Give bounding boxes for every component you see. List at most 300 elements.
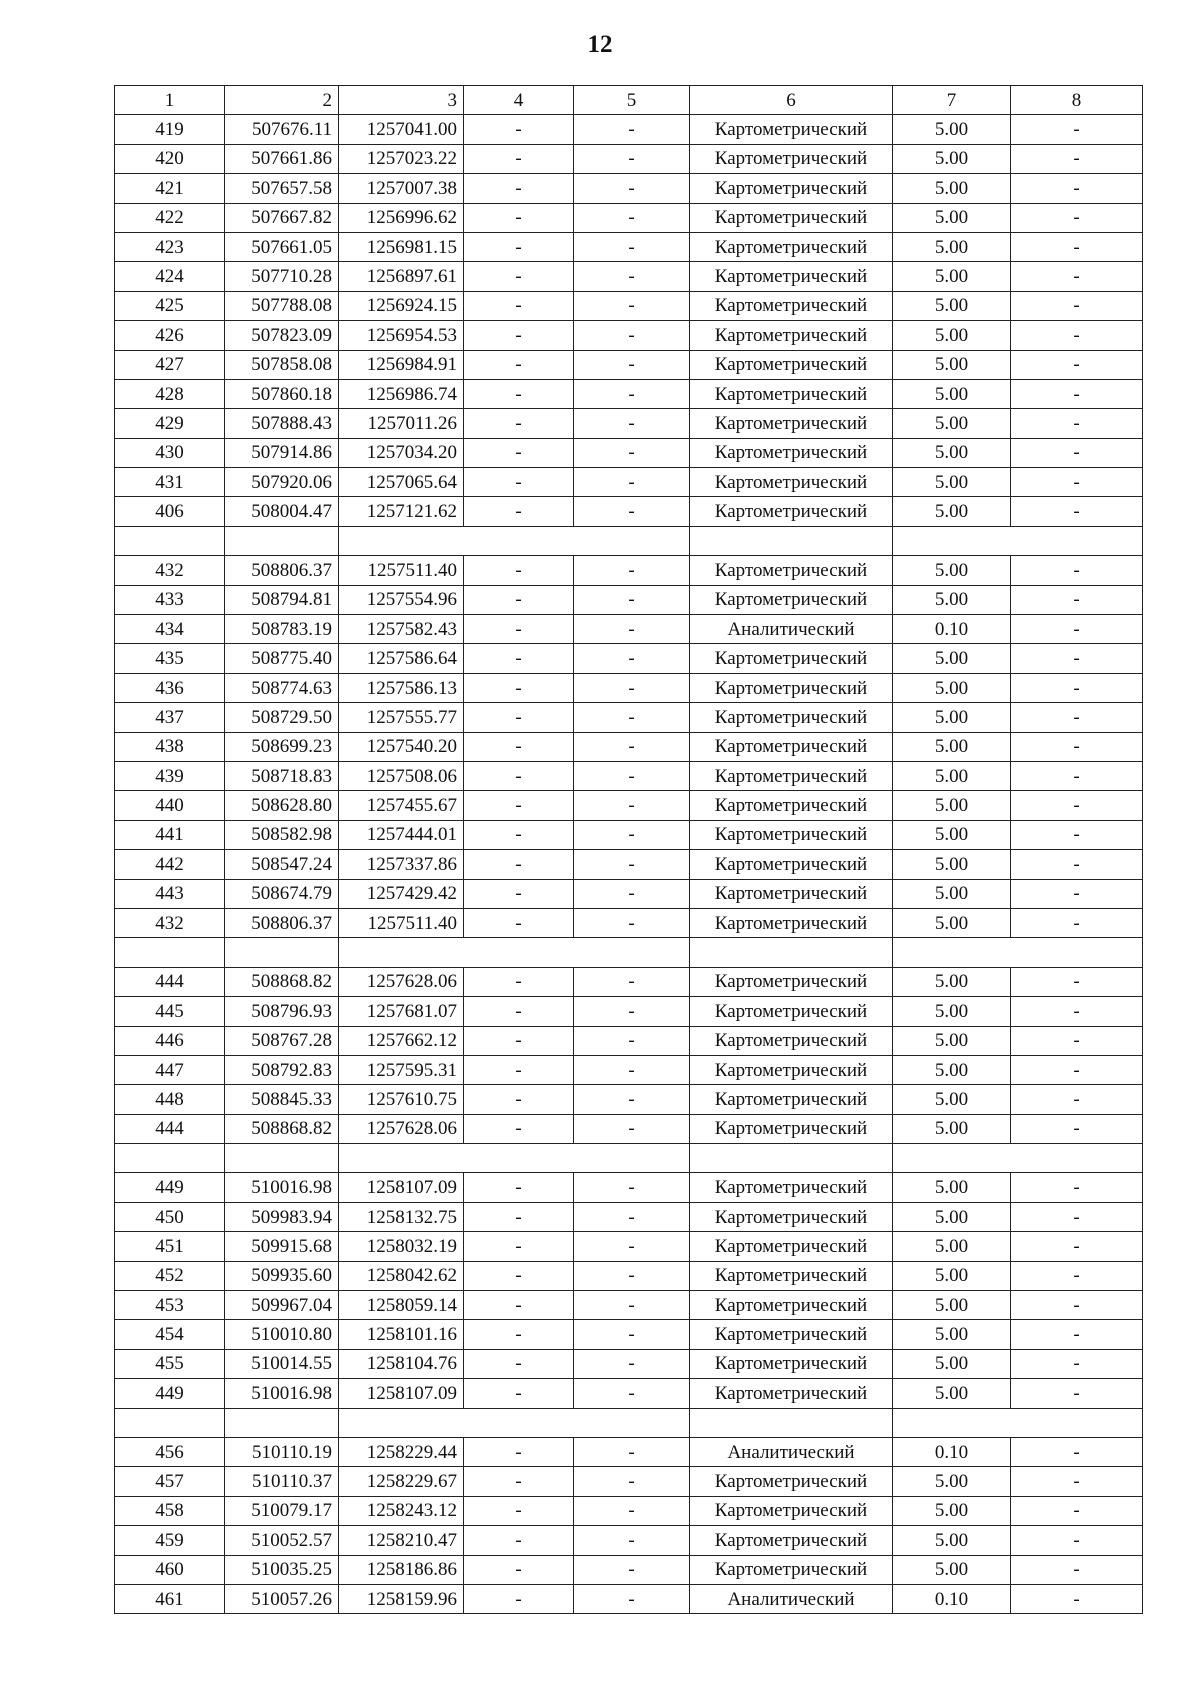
col8-cell: - bbox=[1011, 644, 1143, 673]
x-coordinate-cell: 508783.19 bbox=[225, 615, 339, 644]
table-row bbox=[115, 1232, 1143, 1261]
accuracy-cell: 5.00 bbox=[893, 850, 1011, 879]
x-coordinate-cell: 508628.80 bbox=[225, 791, 339, 820]
x-coordinate-cell: 509983.94 bbox=[225, 1202, 339, 1231]
x-coordinate-cell: 508868.82 bbox=[225, 967, 339, 996]
table-body bbox=[115, 115, 1143, 1614]
col5-cell: - bbox=[574, 409, 690, 438]
x-coordinate-cell: 508774.63 bbox=[225, 673, 339, 702]
accuracy-cell: 5.00 bbox=[893, 1467, 1011, 1496]
col8-cell bbox=[1011, 938, 1143, 967]
y-coordinate-cell: 1257610.75 bbox=[339, 1085, 464, 1114]
point-number-cell: 443 bbox=[115, 879, 225, 908]
point-number-cell: 449 bbox=[115, 1379, 225, 1408]
x-coordinate-cell: 508775.40 bbox=[225, 644, 339, 673]
col4-cell: - bbox=[464, 1202, 574, 1231]
accuracy-cell: 5.00 bbox=[893, 1496, 1011, 1525]
header-cell-7: 7 bbox=[893, 86, 1011, 115]
col8-cell: - bbox=[1011, 438, 1143, 467]
col4-cell: - bbox=[464, 1467, 574, 1496]
accuracy-cell: 5.00 bbox=[893, 497, 1011, 526]
col5-cell: - bbox=[574, 291, 690, 320]
col8-cell: - bbox=[1011, 1467, 1143, 1496]
point-number-cell: 449 bbox=[115, 1173, 225, 1202]
col8-cell: - bbox=[1011, 908, 1143, 937]
col5-cell: - bbox=[574, 703, 690, 732]
table-row bbox=[115, 703, 1143, 732]
accuracy-cell: 5.00 bbox=[893, 1055, 1011, 1084]
x-coordinate-cell: 508729.50 bbox=[225, 703, 339, 732]
y-coordinate-cell: 1256996.62 bbox=[339, 203, 464, 232]
accuracy-cell: 5.00 bbox=[893, 732, 1011, 761]
col8-cell: - bbox=[1011, 1555, 1143, 1584]
method-cell: Картометрический bbox=[690, 438, 893, 467]
point-number-cell: 433 bbox=[115, 585, 225, 614]
col5-cell: - bbox=[574, 1526, 690, 1555]
col4-cell bbox=[464, 1144, 574, 1173]
table-row bbox=[115, 1026, 1143, 1055]
col4-cell: - bbox=[464, 468, 574, 497]
col4-cell: - bbox=[464, 1555, 574, 1584]
col4-cell: - bbox=[464, 879, 574, 908]
y-coordinate-cell: 1258107.09 bbox=[339, 1379, 464, 1408]
accuracy-cell: 5.00 bbox=[893, 1114, 1011, 1143]
col8-cell: - bbox=[1011, 1173, 1143, 1202]
col8-cell: - bbox=[1011, 791, 1143, 820]
accuracy-cell: 0.10 bbox=[893, 1437, 1011, 1466]
col4-cell: - bbox=[464, 174, 574, 203]
col4-cell: - bbox=[464, 585, 574, 614]
col5-cell: - bbox=[574, 879, 690, 908]
table-header bbox=[115, 86, 1143, 115]
col8-cell: - bbox=[1011, 1349, 1143, 1378]
table-row bbox=[115, 1291, 1143, 1320]
accuracy-cell: 5.00 bbox=[893, 468, 1011, 497]
y-coordinate-cell bbox=[339, 1144, 464, 1173]
col4-cell: - bbox=[464, 1320, 574, 1349]
col4-cell: - bbox=[464, 761, 574, 790]
table-row bbox=[115, 732, 1143, 761]
method-cell: Картометрический bbox=[690, 1261, 893, 1290]
point-number-cell: 430 bbox=[115, 438, 225, 467]
col5-cell bbox=[574, 1144, 690, 1173]
col4-cell: - bbox=[464, 615, 574, 644]
col4-cell: - bbox=[464, 703, 574, 732]
table-row bbox=[115, 1320, 1143, 1349]
y-coordinate-cell: 1257444.01 bbox=[339, 820, 464, 849]
x-coordinate-cell bbox=[225, 1144, 339, 1173]
x-coordinate-cell: 510035.25 bbox=[225, 1555, 339, 1584]
method-cell: Аналитический bbox=[690, 615, 893, 644]
col5-cell: - bbox=[574, 1173, 690, 1202]
col4-cell: - bbox=[464, 556, 574, 585]
method-cell: Картометрический bbox=[690, 174, 893, 203]
col8-cell: - bbox=[1011, 967, 1143, 996]
col4-cell: - bbox=[464, 409, 574, 438]
point-number-cell: 421 bbox=[115, 174, 225, 203]
accuracy-cell: 5.00 bbox=[893, 409, 1011, 438]
col4-cell: - bbox=[464, 1261, 574, 1290]
col5-cell: - bbox=[574, 468, 690, 497]
table-row bbox=[115, 1584, 1143, 1613]
header-cell-5: 5 bbox=[574, 86, 690, 115]
x-coordinate-cell bbox=[225, 938, 339, 967]
x-coordinate-cell: 507667.82 bbox=[225, 203, 339, 232]
method-cell: Картометрический bbox=[690, 997, 893, 1026]
header-cell-3: 3 bbox=[339, 86, 464, 115]
col4-cell: - bbox=[464, 291, 574, 320]
accuracy-cell bbox=[893, 938, 1011, 967]
col8-cell: - bbox=[1011, 497, 1143, 526]
col4-cell: - bbox=[464, 379, 574, 408]
col8-cell: - bbox=[1011, 761, 1143, 790]
point-number-cell: 442 bbox=[115, 850, 225, 879]
method-cell: Картометрический bbox=[690, 350, 893, 379]
x-coordinate-cell: 507710.28 bbox=[225, 262, 339, 291]
point-number-cell: 438 bbox=[115, 732, 225, 761]
x-coordinate-cell: 510110.19 bbox=[225, 1437, 339, 1466]
x-coordinate-cell: 508868.82 bbox=[225, 1114, 339, 1143]
col8-cell: - bbox=[1011, 232, 1143, 261]
accuracy-cell: 5.00 bbox=[893, 820, 1011, 849]
col4-cell: - bbox=[464, 1379, 574, 1408]
col5-cell: - bbox=[574, 1320, 690, 1349]
col8-cell: - bbox=[1011, 350, 1143, 379]
x-coordinate-cell: 508674.79 bbox=[225, 879, 339, 908]
table-row bbox=[115, 468, 1143, 497]
table-row bbox=[115, 1526, 1143, 1555]
y-coordinate-cell: 1257662.12 bbox=[339, 1026, 464, 1055]
col8-cell: - bbox=[1011, 291, 1143, 320]
y-coordinate-cell: 1258229.67 bbox=[339, 1467, 464, 1496]
col4-cell: - bbox=[464, 791, 574, 820]
y-coordinate-cell: 1256897.61 bbox=[339, 262, 464, 291]
y-coordinate-cell bbox=[339, 938, 464, 967]
x-coordinate-cell: 509915.68 bbox=[225, 1232, 339, 1261]
col5-cell: - bbox=[574, 115, 690, 144]
y-coordinate-cell: 1258107.09 bbox=[339, 1173, 464, 1202]
col8-cell: - bbox=[1011, 1291, 1143, 1320]
col4-cell: - bbox=[464, 438, 574, 467]
point-number-cell: 435 bbox=[115, 644, 225, 673]
col8-cell: - bbox=[1011, 144, 1143, 173]
x-coordinate-cell: 510010.80 bbox=[225, 1320, 339, 1349]
method-cell: Картометрический bbox=[690, 1291, 893, 1320]
y-coordinate-cell: 1257337.86 bbox=[339, 850, 464, 879]
separator-row bbox=[115, 1408, 1143, 1437]
accuracy-cell: 5.00 bbox=[893, 1526, 1011, 1555]
col8-cell: - bbox=[1011, 1055, 1143, 1084]
y-coordinate-cell: 1258059.14 bbox=[339, 1291, 464, 1320]
col8-cell: - bbox=[1011, 1085, 1143, 1114]
x-coordinate-cell: 508792.83 bbox=[225, 1055, 339, 1084]
x-coordinate-cell: 509935.60 bbox=[225, 1261, 339, 1290]
x-coordinate-cell: 510014.55 bbox=[225, 1349, 339, 1378]
table-row bbox=[115, 1202, 1143, 1231]
method-cell: Картометрический bbox=[690, 321, 893, 350]
y-coordinate-cell: 1258101.16 bbox=[339, 1320, 464, 1349]
table-row bbox=[115, 791, 1143, 820]
col8-cell bbox=[1011, 526, 1143, 555]
table-row bbox=[115, 1496, 1143, 1525]
accuracy-cell: 5.00 bbox=[893, 644, 1011, 673]
col5-cell: - bbox=[574, 644, 690, 673]
point-number-cell: 434 bbox=[115, 615, 225, 644]
method-cell: Картометрический bbox=[690, 1496, 893, 1525]
method-cell: Картометрический bbox=[690, 879, 893, 908]
col8-cell: - bbox=[1011, 1379, 1143, 1408]
x-coordinate-cell: 510016.98 bbox=[225, 1379, 339, 1408]
point-number-cell: 445 bbox=[115, 997, 225, 1026]
point-number-cell: 426 bbox=[115, 321, 225, 350]
y-coordinate-cell: 1257065.64 bbox=[339, 468, 464, 497]
accuracy-cell: 5.00 bbox=[893, 967, 1011, 996]
method-cell: Картометрический bbox=[690, 820, 893, 849]
point-number-cell: 444 bbox=[115, 1114, 225, 1143]
point-number-cell: 459 bbox=[115, 1526, 225, 1555]
col5-cell bbox=[574, 526, 690, 555]
point-number-cell: 458 bbox=[115, 1496, 225, 1525]
col5-cell: - bbox=[574, 350, 690, 379]
table-row bbox=[115, 1467, 1143, 1496]
table-row bbox=[115, 997, 1143, 1026]
y-coordinate-cell: 1257007.38 bbox=[339, 174, 464, 203]
table-row bbox=[115, 144, 1143, 173]
col4-cell: - bbox=[464, 850, 574, 879]
col5-cell: - bbox=[574, 144, 690, 173]
accuracy-cell: 5.00 bbox=[893, 761, 1011, 790]
method-cell: Картометрический bbox=[690, 703, 893, 732]
method-cell: Картометрический bbox=[690, 791, 893, 820]
accuracy-cell: 5.00 bbox=[893, 556, 1011, 585]
x-coordinate-cell: 507920.06 bbox=[225, 468, 339, 497]
table-row bbox=[115, 967, 1143, 996]
method-cell bbox=[690, 938, 893, 967]
col5-cell: - bbox=[574, 908, 690, 937]
x-coordinate-cell: 507888.43 bbox=[225, 409, 339, 438]
point-number-cell: 444 bbox=[115, 967, 225, 996]
point-number-cell: 425 bbox=[115, 291, 225, 320]
accuracy-cell: 5.00 bbox=[893, 997, 1011, 1026]
x-coordinate-cell: 507661.05 bbox=[225, 232, 339, 261]
col5-cell: - bbox=[574, 1055, 690, 1084]
method-cell: Картометрический bbox=[690, 1320, 893, 1349]
table-row bbox=[115, 761, 1143, 790]
col4-cell: - bbox=[464, 997, 574, 1026]
method-cell: Картометрический bbox=[690, 1026, 893, 1055]
header-cell-2: 2 bbox=[225, 86, 339, 115]
col5-cell: - bbox=[574, 321, 690, 350]
col4-cell bbox=[464, 1408, 574, 1437]
table-row bbox=[115, 850, 1143, 879]
y-coordinate-cell: 1256924.15 bbox=[339, 291, 464, 320]
col5-cell: - bbox=[574, 1114, 690, 1143]
accuracy-cell: 0.10 bbox=[893, 1584, 1011, 1613]
col4-cell: - bbox=[464, 1232, 574, 1261]
table-row bbox=[115, 232, 1143, 261]
y-coordinate-cell: 1256984.91 bbox=[339, 350, 464, 379]
method-cell: Картометрический bbox=[690, 379, 893, 408]
method-cell: Картометрический bbox=[690, 468, 893, 497]
method-cell: Картометрический bbox=[690, 1114, 893, 1143]
x-coordinate-cell: 508699.23 bbox=[225, 732, 339, 761]
method-cell: Картометрический bbox=[690, 1232, 893, 1261]
table-row bbox=[115, 1349, 1143, 1378]
col8-cell: - bbox=[1011, 115, 1143, 144]
accuracy-cell: 5.00 bbox=[893, 791, 1011, 820]
point-number-cell: 441 bbox=[115, 820, 225, 849]
col5-cell: - bbox=[574, 203, 690, 232]
col8-cell: - bbox=[1011, 1496, 1143, 1525]
col5-cell: - bbox=[574, 615, 690, 644]
table-row bbox=[115, 379, 1143, 408]
table-row bbox=[115, 321, 1143, 350]
table-row bbox=[115, 615, 1143, 644]
coordinates-table bbox=[114, 85, 1143, 1614]
accuracy-cell: 5.00 bbox=[893, 1349, 1011, 1378]
x-coordinate-cell: 508767.28 bbox=[225, 1026, 339, 1055]
col5-cell: - bbox=[574, 1261, 690, 1290]
col8-cell: - bbox=[1011, 556, 1143, 585]
point-number-cell: 446 bbox=[115, 1026, 225, 1055]
x-coordinate-cell: 507914.86 bbox=[225, 438, 339, 467]
col8-cell: - bbox=[1011, 1526, 1143, 1555]
point-number-cell: 432 bbox=[115, 556, 225, 585]
accuracy-cell: 5.00 bbox=[893, 438, 1011, 467]
accuracy-cell: 5.00 bbox=[893, 879, 1011, 908]
col8-cell: - bbox=[1011, 879, 1143, 908]
col8-cell: - bbox=[1011, 203, 1143, 232]
separator-row bbox=[115, 526, 1143, 555]
point-number-cell bbox=[115, 526, 225, 555]
x-coordinate-cell: 510110.37 bbox=[225, 1467, 339, 1496]
x-coordinate-cell: 507858.08 bbox=[225, 350, 339, 379]
col4-cell: - bbox=[464, 262, 574, 291]
table-row bbox=[115, 1114, 1143, 1143]
table-row bbox=[115, 291, 1143, 320]
point-number-cell: 428 bbox=[115, 379, 225, 408]
table-row bbox=[115, 1437, 1143, 1466]
col4-cell: - bbox=[464, 1496, 574, 1525]
col5-cell: - bbox=[574, 791, 690, 820]
accuracy-cell: 5.00 bbox=[893, 203, 1011, 232]
table-row bbox=[115, 673, 1143, 702]
y-coordinate-cell: 1256981.15 bbox=[339, 232, 464, 261]
col4-cell: - bbox=[464, 820, 574, 849]
col4-cell: - bbox=[464, 1437, 574, 1466]
method-cell: Картометрический bbox=[690, 1526, 893, 1555]
method-cell: Картометрический bbox=[690, 732, 893, 761]
y-coordinate-cell: 1257455.67 bbox=[339, 791, 464, 820]
method-cell bbox=[690, 526, 893, 555]
x-coordinate-cell bbox=[225, 526, 339, 555]
col4-cell: - bbox=[464, 732, 574, 761]
col5-cell: - bbox=[574, 1379, 690, 1408]
point-number-cell: 406 bbox=[115, 497, 225, 526]
point-number-cell: 452 bbox=[115, 1261, 225, 1290]
point-number-cell: 440 bbox=[115, 791, 225, 820]
col5-cell: - bbox=[574, 1085, 690, 1114]
col5-cell: - bbox=[574, 1467, 690, 1496]
accuracy-cell bbox=[893, 526, 1011, 555]
table-row bbox=[115, 409, 1143, 438]
x-coordinate-cell: 507860.18 bbox=[225, 379, 339, 408]
accuracy-cell: 5.00 bbox=[893, 144, 1011, 173]
col5-cell bbox=[574, 938, 690, 967]
accuracy-cell: 5.00 bbox=[893, 291, 1011, 320]
y-coordinate-cell: 1257586.13 bbox=[339, 673, 464, 702]
point-number-cell: 439 bbox=[115, 761, 225, 790]
table-row bbox=[115, 644, 1143, 673]
accuracy-cell: 5.00 bbox=[893, 350, 1011, 379]
method-cell: Картометрический bbox=[690, 409, 893, 438]
method-cell: Картометрический bbox=[690, 673, 893, 702]
y-coordinate-cell: 1257628.06 bbox=[339, 1114, 464, 1143]
col5-cell: - bbox=[574, 997, 690, 1026]
col4-cell: - bbox=[464, 1584, 574, 1613]
y-coordinate-cell: 1257508.06 bbox=[339, 761, 464, 790]
col4-cell: - bbox=[464, 1055, 574, 1084]
point-number-cell: 432 bbox=[115, 908, 225, 937]
x-coordinate-cell: 508794.81 bbox=[225, 585, 339, 614]
method-cell: Картометрический bbox=[690, 144, 893, 173]
accuracy-cell: 5.00 bbox=[893, 703, 1011, 732]
col4-cell: - bbox=[464, 321, 574, 350]
point-number-cell: 461 bbox=[115, 1584, 225, 1613]
point-number-cell: 453 bbox=[115, 1291, 225, 1320]
table-row bbox=[115, 1379, 1143, 1408]
x-coordinate-cell: 508718.83 bbox=[225, 761, 339, 790]
x-coordinate-cell: 508845.33 bbox=[225, 1085, 339, 1114]
table-row bbox=[115, 1085, 1143, 1114]
col8-cell: - bbox=[1011, 820, 1143, 849]
point-number-cell: 455 bbox=[115, 1349, 225, 1378]
method-cell: Картометрический bbox=[690, 908, 893, 937]
y-coordinate-cell: 1257023.22 bbox=[339, 144, 464, 173]
y-coordinate-cell: 1258032.19 bbox=[339, 1232, 464, 1261]
point-number-cell: 427 bbox=[115, 350, 225, 379]
x-coordinate-cell: 510052.57 bbox=[225, 1526, 339, 1555]
col5-cell: - bbox=[574, 585, 690, 614]
col5-cell: - bbox=[574, 850, 690, 879]
col4-cell: - bbox=[464, 1114, 574, 1143]
col8-cell: - bbox=[1011, 1261, 1143, 1290]
table-row bbox=[115, 438, 1143, 467]
y-coordinate-cell: 1258210.47 bbox=[339, 1526, 464, 1555]
col5-cell: - bbox=[574, 1026, 690, 1055]
col5-cell: - bbox=[574, 820, 690, 849]
col5-cell: - bbox=[574, 262, 690, 291]
y-coordinate-cell: 1256954.53 bbox=[339, 321, 464, 350]
point-number-cell: 437 bbox=[115, 703, 225, 732]
x-coordinate-cell: 509967.04 bbox=[225, 1291, 339, 1320]
col5-cell: - bbox=[574, 1584, 690, 1613]
col5-cell: - bbox=[574, 1437, 690, 1466]
x-coordinate-cell: 507788.08 bbox=[225, 291, 339, 320]
point-number-cell: 436 bbox=[115, 673, 225, 702]
x-coordinate-cell: 508796.93 bbox=[225, 997, 339, 1026]
col4-cell: - bbox=[464, 1085, 574, 1114]
col4-cell: - bbox=[464, 644, 574, 673]
method-cell bbox=[690, 1144, 893, 1173]
method-cell: Картометрический bbox=[690, 1085, 893, 1114]
col4-cell: - bbox=[464, 115, 574, 144]
method-cell: Картометрический bbox=[690, 967, 893, 996]
accuracy-cell: 5.00 bbox=[893, 1173, 1011, 1202]
point-number-cell: 451 bbox=[115, 1232, 225, 1261]
col4-cell: - bbox=[464, 232, 574, 261]
col5-cell: - bbox=[574, 967, 690, 996]
